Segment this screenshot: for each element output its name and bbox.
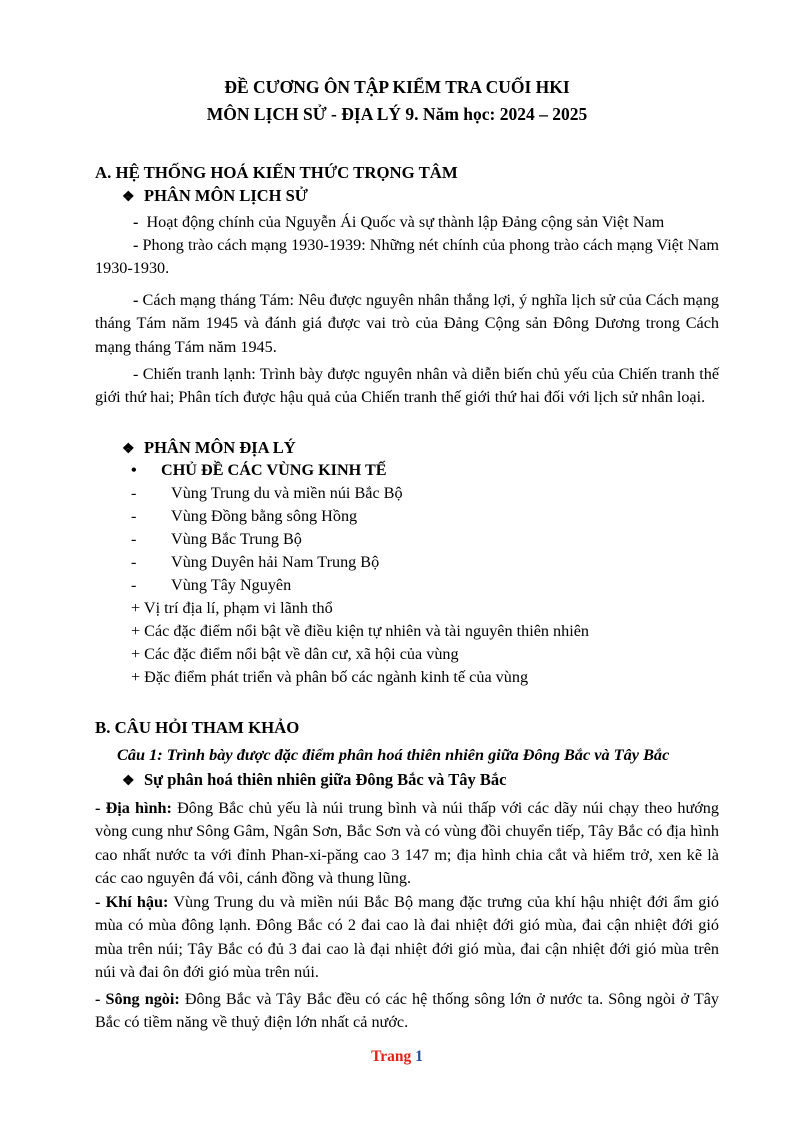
diamond-bullet-icon: ❖ — [122, 774, 135, 789]
geography-heading — [122, 436, 296, 461]
question-1: Câu 1: Trình bày được đặc điểm phân hoá thiên nhiên giữa Đông Bắc và Tây Bắc — [117, 745, 670, 764]
question-1-subheading — [122, 768, 506, 793]
history-heading — [122, 184, 308, 209]
history-item-2-text: Phong trào cách mạng 1930-1939: Những nét chính của phong trào cách mạng Việt Nam 1930-1930. — [95, 236, 720, 278]
history-item-4-text: Chiến tranh lạnh: Trình bày được nguyên nhân và diễn biến chủ yếu của Chiến tranh thế giới thứ hai; Phân tích được hậu quả của Chiến tranh thế giới thứ hai đối với lịch sử nhân loại. — [95, 365, 720, 407]
region-item: - Vùng Đồng bằng sông Hồng — [131, 507, 358, 525]
region-item: - Vùng Bắc Trung Bộ — [131, 530, 302, 548]
section-a-heading: A. HỆ THỐNG HOÁ KIẾN THỨC TRỌNG TÂM — [95, 163, 458, 182]
geography-point: + Đặc điểm phát triển và phân bố các ngành kinh tế của vùng — [131, 668, 529, 686]
geography-point: + Các đặc điểm nổi bật về điều kiện tự nhiên và tài nguyên thiên nhiên — [131, 622, 589, 640]
history-item-1-text: Hoạt động chính của Nguyễn Ái Quốc và sự thành lập Đảng cộng sản Việt Nam — [146, 213, 665, 231]
page-number: 1 — [415, 1048, 423, 1065]
history-item-3-text: Cách mạng tháng Tám: Nêu được nguyên nhân thắng lợi, ý nghĩa lịch sử của Cách mạng tháng Tám năm 1945 và đánh giá được vai trò của Đảng Cộng sản Đông Dương trong Cách mạng tháng Tám năm 1945. — [95, 291, 720, 356]
geography-topic-text: CHỦ ĐỀ CÁC VÙNG KINH TẾ — [161, 461, 387, 479]
document-title-line2: MÔN LỊCH SỬ - ĐỊA LÝ 9. Năm học: 2024 – 2025 — [206, 104, 588, 124]
document-title-line1: ĐỀ CƯƠNG ÔN TẬP KIỂM TRA CUỐI HKI — [224, 77, 570, 97]
section-b-heading: B. CÂU HỎI THAM KHẢO — [95, 718, 300, 737]
river-text: Đông Bắc và Tây Bắc đều có các hệ thống sông lớn ở nước ta. Sông ngòi ở Tây Bắc có tiềm năng về thuỷ điện lớn nhất cả nước. — [95, 990, 719, 1032]
climate-text: Vùng Trung du và miền núi Bắc Bộ mang đặc trưng của khí hậu nhiệt đới ẩm gió mùa có mùa đông lạnh. Đông Bắc có 2 đai cao là đai nhiệt đới gió mùa, đai cận nhiệt đới gió mùa trên núi; Tây Bắc có đủ 3 đai cao là đại nhiệt đới gió mùa, đai cận nhiệt đới gió mùa trên núi và đai ôn đới gió mùa trên núi. — [95, 893, 719, 981]
page-word: Trang — [371, 1048, 412, 1065]
climate-label: - Khí hậu: — [95, 893, 169, 911]
geography-point: + Các đặc điểm nổi bật về dân cư, xã hội của vùng — [131, 645, 459, 663]
river-paragraph — [95, 988, 719, 1035]
terrain-paragraph — [95, 797, 719, 890]
geography-heading-text: PHÂN MÔN ĐỊA LÝ — [144, 438, 296, 457]
geography-point: + Vị trí địa lí, phạm vi lãnh thổ — [131, 599, 333, 617]
history-item-3: - Cách mạng tháng Tám: Nêu được nguyên nhân thắng lợi, ý nghĩa lịch sử của Cách mạng tháng Tám năm 1945 và đánh giá được vai trò của Đảng Cộng sản Đông Dương trong Cách mạng tháng Tám năm 1945. — [95, 291, 720, 356]
diamond-bullet-icon: ❖ — [122, 442, 135, 457]
history-item-2: - Phong trào cách mạng 1930-1939: Những nét chính của phong trào cách mạng Việt Nam 1930-1930. — [95, 236, 720, 278]
river-label: - Sông ngòi: — [95, 990, 180, 1008]
region-item: - Vùng Trung du và miền núi Bắc Bộ — [131, 484, 403, 502]
geography-topic — [131, 459, 387, 482]
diamond-bullet-icon: ❖ — [122, 190, 135, 205]
climate-paragraph — [95, 891, 719, 984]
region-item: - Vùng Duyên hải Nam Trung Bộ — [131, 553, 380, 571]
terrain-label: - Địa hình: — [95, 799, 172, 817]
question-1-subheading-text: Sự phân hoá thiên nhiên giữa Đông Bắc và Tây Bắc — [144, 770, 507, 789]
history-heading-text: PHÂN MÔN LỊCH SỬ — [144, 186, 308, 205]
history-item-4: - Chiến tranh lạnh: Trình bày được nguyên nhân và diễn biến chủ yếu của Chiến tranh thế giới thứ hai; Phân tích được hậu quả của Chiến tranh thế giới thứ hai đối với lịch sử nhân loại. — [95, 365, 720, 407]
page-footer — [0, 1048, 794, 1066]
round-bullet-icon: • — [131, 461, 137, 479]
history-item-1: - Hoạt động chính của Nguyễn Ái Quốc và sự thành lập Đảng cộng sản Việt Nam — [133, 213, 665, 231]
terrain-text: Đông Bắc chủ yếu là núi trung bình và núi thấp với các dãy núi chạy theo hướng vòng cung như Sông Gâm, Ngân Sơn, Bắc Sơn và có vùng đồi chuyển tiếp, Tây Bắc có địa hình cao nhất nước ta với đỉnh Phan-xi-păng cao 3 147 m; địa hình chia cắt và hiểm trở, xen kẽ là các cao nguyên đá vôi, cánh đồng và thung lũng. — [95, 799, 719, 887]
region-item: - Vùng Tây Nguyên — [131, 576, 292, 594]
